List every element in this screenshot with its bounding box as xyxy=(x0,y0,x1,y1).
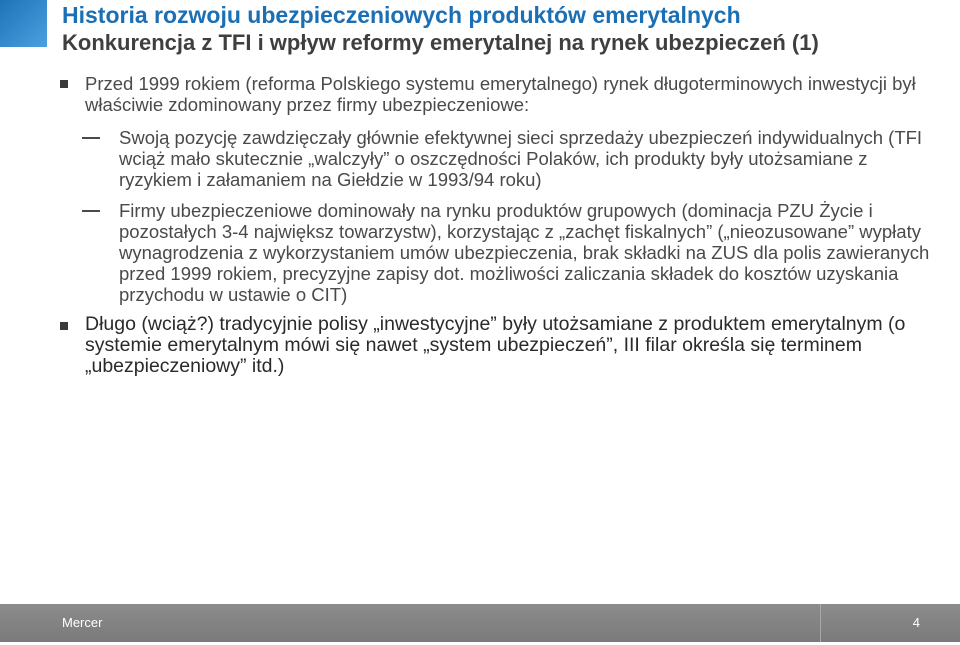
page-number: 4 xyxy=(912,615,920,630)
sub-bullet-text-1: Swoją pozycję zawdzięczały głównie efektywnej sieci sprzedaży ubezpieczeń indywidualnych (TFI wciąż mało skutecznie „walczyły” o oszczędności Polaków, ich produkty były utożsamiane z ryzykiem i załamaniem na Giełdzie w 1993/94 roku) xyxy=(119,127,923,190)
sub-bullet-text-2: Firmy ubezpieczeniowe dominowały na rynku produktów grupowych (dominacja PZU Życie i pozostałych 3-4 największ towarzystw), korzystając z „zachęt fiskalnych” („nieozusowane” wypłaty wynagrodzenia z wykorzystaniem umów ubezpieczenia, brak składki na ZUS dla polis zawieranych przed 1999 rokiem, precyzyjne zapisy dot. możliwości zaliczania składek do kosztów uzyskania przychodu w ustawie o CIT) xyxy=(119,200,930,305)
corner-accent-square xyxy=(0,0,47,47)
sub-bullet-item-1 xyxy=(60,127,940,190)
bullet-item-1 xyxy=(60,73,940,115)
slide-subtitle: Konkurencja z TFI i wpływ reformy emerytalnej na rynek ubezpieczeń (1) xyxy=(62,30,819,55)
dash-bullet-icon xyxy=(82,137,100,139)
header xyxy=(62,2,942,56)
footer-divider xyxy=(820,604,821,642)
footer-company: Mercer xyxy=(62,615,103,630)
sub-bullet-item-2 xyxy=(60,200,940,305)
square-bullet-icon xyxy=(60,80,68,88)
square-bullet-icon xyxy=(60,322,68,330)
bullet-text-1: Przed 1999 rokiem (reforma Polskiego systemu emerytalnego) rynek długoterminowych inwestycji był właściwie zdominowany przez firmy ubezpieczeniowe: xyxy=(85,73,916,115)
bullet-text-2: Długo (wciąż?) tradycyjnie polisy „inwestycyjne” były utożsamiane z produktem emerytalnym (o systemie emerytalnym mówi się nawet „system ubezpieczeń”, III filar określa się terminem „ubezpieczeniowy” itd.) xyxy=(85,313,906,377)
slide-title: Historia rozwoju ubezpieczeniowych produktów emerytalnych xyxy=(62,2,741,28)
dash-bullet-icon xyxy=(82,210,100,212)
footer-bar xyxy=(0,604,960,642)
bullet-item-2 xyxy=(60,314,940,377)
slide-content xyxy=(60,73,940,377)
